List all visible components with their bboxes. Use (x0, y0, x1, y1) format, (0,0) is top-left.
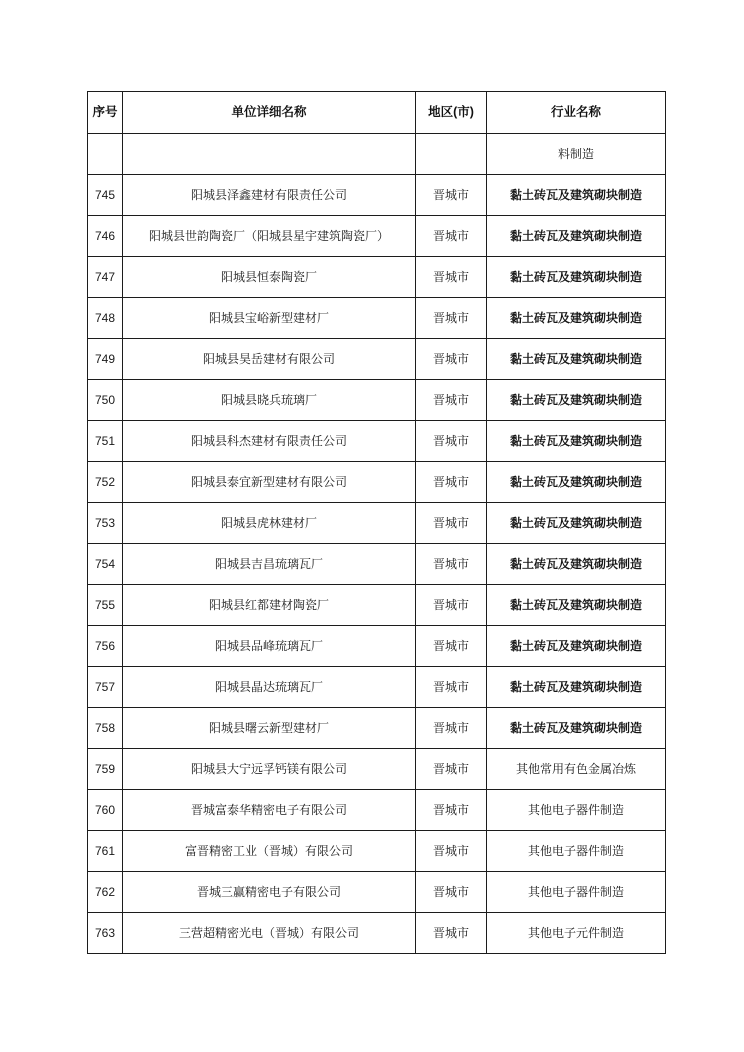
cell-seq: 745 (88, 175, 123, 216)
cell-company-name: 阳城县大宁远孚钙镁有限公司 (123, 749, 416, 790)
cell-seq: 758 (88, 708, 123, 749)
header-company-name: 单位详细名称 (123, 92, 416, 134)
cell-industry: 其他电子器件制造 (487, 790, 666, 831)
table-row (88, 790, 666, 831)
cell-seq: 751 (88, 421, 123, 462)
cell-seq: 747 (88, 257, 123, 298)
cell-industry: 其他电子器件制造 (487, 872, 666, 913)
cell-city: 晋城市 (416, 462, 487, 503)
cell-seq: 749 (88, 339, 123, 380)
cell-seq: 750 (88, 380, 123, 421)
cell-seq: 752 (88, 462, 123, 503)
cell-city: 晋城市 (416, 175, 487, 216)
cell-city: 晋城市 (416, 585, 487, 626)
cell-seq: 763 (88, 913, 123, 954)
header-seq: 序号 (88, 92, 123, 134)
cell-company-name: 阳城县晓兵琉璃厂 (123, 380, 416, 421)
cell-company-name: 阳城县泽鑫建材有限责任公司 (123, 175, 416, 216)
cell-seq: 754 (88, 544, 123, 585)
cell-city: 晋城市 (416, 790, 487, 831)
cell-industry: 黏土砖瓦及建筑砌块制造 (487, 667, 666, 708)
cell-city: 晋城市 (416, 831, 487, 872)
cell-company-name: 阳城县恒泰陶瓷厂 (123, 257, 416, 298)
cell-industry: 黏土砖瓦及建筑砌块制造 (487, 380, 666, 421)
cell-city: 晋城市 (416, 749, 487, 790)
cell-industry: 其他电子器件制造 (487, 831, 666, 872)
cell-city: 晋城市 (416, 913, 487, 954)
cell-city: 晋城市 (416, 257, 487, 298)
cell-city: 晋城市 (416, 339, 487, 380)
cell-seq: 748 (88, 298, 123, 339)
table-row (88, 626, 666, 667)
cell-company-name (123, 134, 416, 175)
table-row (88, 872, 666, 913)
cell-company-name: 阳城县晶达琉璃瓦厂 (123, 667, 416, 708)
header-industry: 行业名称 (487, 92, 666, 134)
table-row (88, 585, 666, 626)
table-row (88, 831, 666, 872)
cell-industry: 黏土砖瓦及建筑砌块制造 (487, 503, 666, 544)
cell-industry: 黏土砖瓦及建筑砌块制造 (487, 175, 666, 216)
cell-company-name: 富晋精密工业（晋城）有限公司 (123, 831, 416, 872)
table-row (88, 339, 666, 380)
cell-industry: 其他电子元件制造 (487, 913, 666, 954)
cell-company-name: 阳城县品峰琉璃瓦厂 (123, 626, 416, 667)
cell-city: 晋城市 (416, 216, 487, 257)
cell-seq: 746 (88, 216, 123, 257)
cell-industry: 其他常用有色金属冶炼 (487, 749, 666, 790)
cell-city: 晋城市 (416, 298, 487, 339)
cell-industry: 黏土砖瓦及建筑砌块制造 (487, 298, 666, 339)
cell-seq (88, 134, 123, 175)
cell-company-name: 阳城县宝峪新型建材厂 (123, 298, 416, 339)
cell-seq: 762 (88, 872, 123, 913)
cell-company-name: 晋城富泰华精密电子有限公司 (123, 790, 416, 831)
cell-company-name: 阳城县曙云新型建材厂 (123, 708, 416, 749)
cell-city: 晋城市 (416, 708, 487, 749)
cell-city: 晋城市 (416, 421, 487, 462)
cell-company-name: 三营超精密光电（晋城）有限公司 (123, 913, 416, 954)
cell-seq: 753 (88, 503, 123, 544)
cell-company-name: 阳城县世韵陶瓷厂（阳城县星宇建筑陶瓷厂） (123, 216, 416, 257)
cell-industry: 黏土砖瓦及建筑砌块制造 (487, 626, 666, 667)
cell-seq: 756 (88, 626, 123, 667)
cell-city: 晋城市 (416, 872, 487, 913)
cell-city: 晋城市 (416, 503, 487, 544)
cell-industry: 料制造 (487, 134, 666, 175)
cell-industry: 黏土砖瓦及建筑砌块制造 (487, 462, 666, 503)
cell-city: 晋城市 (416, 380, 487, 421)
table-row (88, 503, 666, 544)
cell-industry: 黏土砖瓦及建筑砌块制造 (487, 585, 666, 626)
cell-city (416, 134, 487, 175)
cell-company-name: 阳城县昊岳建材有限公司 (123, 339, 416, 380)
cell-seq: 757 (88, 667, 123, 708)
cell-seq: 761 (88, 831, 123, 872)
cell-industry: 黏土砖瓦及建筑砌块制造 (487, 216, 666, 257)
cell-seq: 759 (88, 749, 123, 790)
cell-city: 晋城市 (416, 626, 487, 667)
cell-industry: 黏土砖瓦及建筑砌块制造 (487, 544, 666, 585)
cell-city: 晋城市 (416, 544, 487, 585)
enterprise-table (87, 91, 666, 954)
table-row (88, 380, 666, 421)
table-row (88, 667, 666, 708)
cell-company-name: 阳城县虎林建材厂 (123, 503, 416, 544)
table-header-row (88, 92, 666, 134)
cell-industry: 黏土砖瓦及建筑砌块制造 (487, 708, 666, 749)
cell-seq: 755 (88, 585, 123, 626)
table-row (88, 544, 666, 585)
table-row (88, 216, 666, 257)
cell-city: 晋城市 (416, 667, 487, 708)
table-row (88, 175, 666, 216)
table-row (88, 421, 666, 462)
table-row (88, 298, 666, 339)
table-row (88, 708, 666, 749)
table-row-carryover (88, 134, 666, 175)
cell-company-name: 晋城三赢精密电子有限公司 (123, 872, 416, 913)
table-row (88, 913, 666, 954)
cell-seq: 760 (88, 790, 123, 831)
cell-industry: 黏土砖瓦及建筑砌块制造 (487, 257, 666, 298)
cell-industry: 黏土砖瓦及建筑砌块制造 (487, 421, 666, 462)
cell-company-name: 阳城县科杰建材有限责任公司 (123, 421, 416, 462)
cell-company-name: 阳城县泰宜新型建材有限公司 (123, 462, 416, 503)
table-row (88, 749, 666, 790)
header-city: 地区(市) (416, 92, 487, 134)
table-row (88, 462, 666, 503)
cell-industry: 黏土砖瓦及建筑砌块制造 (487, 339, 666, 380)
cell-company-name: 阳城县红都建材陶瓷厂 (123, 585, 416, 626)
table-row (88, 257, 666, 298)
cell-company-name: 阳城县吉昌琉璃瓦厂 (123, 544, 416, 585)
